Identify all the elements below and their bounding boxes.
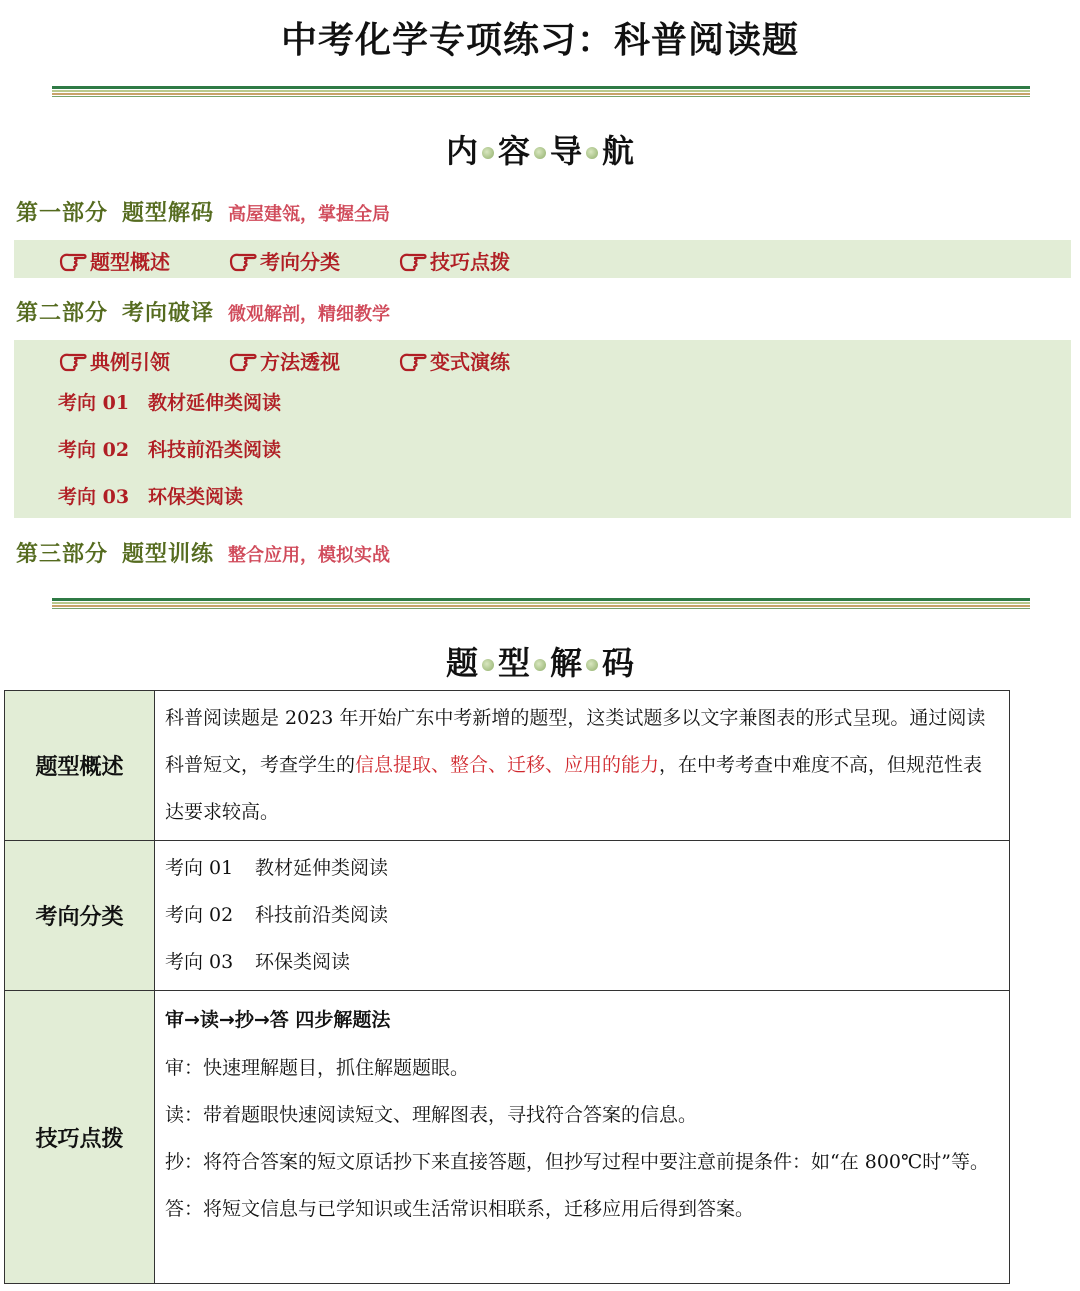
green-dot-icon (482, 659, 494, 671)
direction-name: 科技前沿类阅读 (255, 904, 389, 926)
nav-direction-01[interactable] (58, 388, 281, 415)
nav-direction-03[interactable] (58, 482, 243, 509)
nav-link-label: 典例引领 (90, 350, 170, 374)
table-row (5, 841, 1010, 991)
direction-number: 考向 02 (165, 904, 234, 926)
part-subtitle: 高屋建瓴，掌握全局 (228, 204, 391, 225)
green-dot-icon (534, 147, 546, 159)
direction-name: 环保类阅读 (255, 951, 351, 973)
overview-text (165, 695, 999, 836)
green-dot-icon (586, 147, 598, 159)
green-dot-icon (534, 659, 546, 671)
green-dot-icon (482, 147, 494, 159)
nav-title-char: 容 (497, 132, 530, 170)
pointing-hand-icon (58, 249, 88, 273)
classification-cell (155, 841, 1010, 991)
direction-name: 教材延伸类阅读 (148, 392, 282, 414)
part-name: 题型训练 (122, 542, 215, 567)
direction-name: 环保类阅读 (148, 486, 244, 508)
direction-number: 考向 03 (58, 486, 130, 508)
part-2-heading (16, 296, 390, 327)
direction-number: 考向 01 (165, 857, 234, 879)
nav-title (0, 126, 1080, 172)
top-divider (52, 86, 1030, 98)
overview-cell (155, 691, 1010, 841)
nav-title-char: 内 (445, 132, 478, 170)
tips-heading: 审→读→抄→答 四步解题法 (165, 1009, 391, 1031)
pointing-hand-icon (398, 349, 428, 373)
tip-line: 抄：将符合答案的短文原话抄下来直接答题，但抄写过程中要注意前提条件：如“在 800℃时”等。 (165, 1151, 989, 1173)
pointing-hand-icon (228, 249, 258, 273)
table-row (5, 691, 1010, 841)
row-label-classification: 考向分类 (5, 841, 155, 991)
pointing-hand-icon (58, 349, 88, 373)
part-subtitle: 整合应用，模拟实战 (228, 545, 391, 566)
decode-title-char: 码 (602, 644, 635, 682)
pointing-hand-icon (398, 249, 428, 273)
decode-title-char: 解 (550, 644, 583, 682)
overview-text-a: 科普阅读题是 2023 年开始广东中考新增的题型，这类试题多以文字兼图表的形式呈现。通过阅读科普短文，考查学生的 (165, 707, 986, 776)
classification-item (165, 845, 999, 892)
nav-link-label: 变式演练 (430, 350, 510, 374)
overview-highlight: 信息提取、整合、迁移、应用的能力 (355, 754, 660, 776)
row-label-tips: 技巧点拨 (5, 991, 155, 1284)
part-1-band (14, 240, 1071, 278)
decode-title-char: 型 (497, 644, 530, 682)
nav-link-method[interactable] (228, 346, 340, 375)
direction-name: 科技前沿类阅读 (148, 439, 282, 461)
tip-line: 答：将短文信息与已学知识或生活常识相联系，迁移应用后得到答案。 (165, 1198, 755, 1220)
decode-title-char: 题 (445, 644, 478, 682)
part-label: 第一部分 (16, 201, 109, 226)
classification-item (165, 939, 999, 986)
direction-number: 考向 01 (58, 392, 130, 414)
decode-table (4, 690, 1010, 1284)
nav-link-example[interactable] (58, 346, 170, 375)
classification-item (165, 892, 999, 939)
part-name: 考向破译 (122, 301, 215, 326)
green-dot-icon (586, 659, 598, 671)
decode-title (0, 638, 1080, 684)
part-1-heading (16, 196, 390, 227)
nav-title-char: 导 (550, 132, 583, 170)
direction-name: 教材延伸类阅读 (255, 857, 389, 879)
table-row (5, 991, 1010, 1284)
nav-link-label: 考向分类 (260, 250, 340, 274)
middle-divider (52, 598, 1030, 610)
nav-link-label: 题型概述 (90, 250, 170, 274)
nav-link-variant[interactable] (398, 346, 510, 375)
tips-cell (155, 991, 1010, 1284)
nav-link-overview[interactable] (58, 246, 170, 275)
nav-title-char: 航 (602, 132, 635, 170)
page-title: 中考化学专项练习：科普阅读题 (280, 20, 799, 61)
part-label: 第三部分 (16, 542, 109, 567)
nav-direction-02[interactable] (58, 435, 281, 462)
direction-number: 考向 03 (165, 951, 234, 973)
direction-number: 考向 02 (58, 439, 130, 461)
nav-link-tips[interactable] (398, 246, 510, 275)
part-label: 第二部分 (16, 301, 109, 326)
nav-link-label: 方法透视 (260, 350, 340, 374)
tip-line: 读：带着题眼快速阅读短文、理解图表，寻找符合答案的信息。 (165, 1104, 698, 1126)
pointing-hand-icon (228, 349, 258, 373)
nav-link-classification[interactable] (228, 246, 340, 275)
tip-line: 审：快速理解题目，抓住解题题眼。 (165, 1057, 470, 1079)
nav-link-label: 技巧点拨 (430, 250, 510, 274)
overview-text-b: ，在中考考查中难度不高，但规范性表达要求较高。 (165, 754, 983, 823)
part-subtitle: 微观解剖，精细教学 (228, 304, 391, 325)
part-name: 题型解码 (122, 201, 215, 226)
row-label-overview: 题型概述 (5, 691, 155, 841)
part-3-heading (16, 537, 390, 568)
